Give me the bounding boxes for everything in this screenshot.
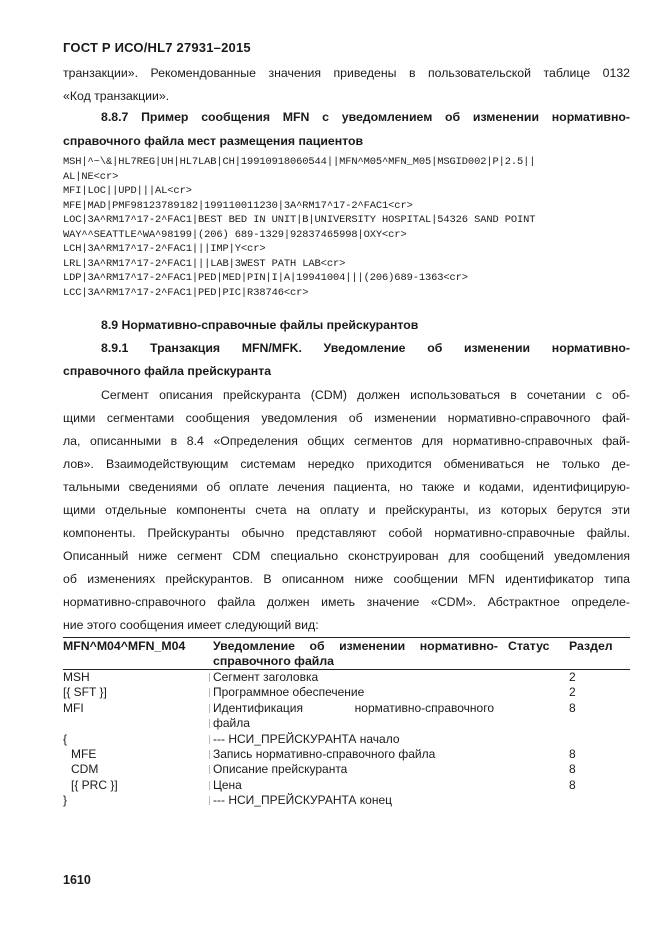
body-line: тальными сведениями об оплате лечения пациента, но также и кодами, идентифицирую- [63, 480, 630, 494]
table-top-rule [63, 637, 630, 638]
code-line: MFE|MAD|PMF98123789182|199110011230|3A^RM17^17-2^FAC1<cr> [63, 199, 413, 212]
description-cell: Запись нормативно-справочного файла [213, 747, 436, 761]
column-tick [209, 765, 210, 774]
description-cell: Сегмент заголовка [213, 670, 319, 684]
segment-cell: [{ PRC }] [71, 777, 118, 792]
code-line: LDP|3A^RM17^17-2^FAC1|PED|MED|PIN|I|A|19941004|||(206)689-1363<cr> [63, 272, 468, 284]
table-header-status: Статус [508, 639, 550, 653]
column-tick [209, 719, 210, 728]
table-row [63, 701, 630, 716]
section-887-heading-line-2: справочного файла мест размещения пациентов [63, 134, 364, 148]
segment-cell: { [63, 731, 68, 746]
description-cell: Программное обеспечение [213, 685, 365, 700]
body-line: щими сегментами сообщения уведомления об изменении нормативно-справочного фай- [63, 411, 630, 425]
table-header-description-line-2: справочного файла [213, 654, 334, 668]
table-row [63, 762, 630, 777]
code-line: LCH|3A^RM17^17-2^FAC1|||IMP|Y<cr> [63, 243, 266, 255]
segment-cell: MFI [63, 700, 84, 715]
segment-cell: CDM [71, 762, 99, 777]
code-line: MSH|^~\&|HL7REG|UH|HL7LAB|CH|19910918060544||MFN^M05^MFN_M05|MSGID002|P|2.5|| [63, 156, 536, 168]
body-line: ние этого сообщения имеет следующий вид: [63, 618, 319, 632]
page-number: 1610 [63, 873, 91, 887]
table-row [63, 747, 630, 762]
description-cell: --- НСИ_ПРЕЙСКУРАНТА начало [213, 731, 400, 746]
body-line: нормативно-справочного файла должен иметь значение «CDM». Абстрактное определе- [63, 595, 630, 609]
column-tick [209, 688, 210, 697]
code-line: AL|NE<cr> [63, 170, 119, 183]
intro-line-2: «Код транзакции». [63, 89, 170, 103]
segment-cell: MSH [63, 670, 90, 684]
body-line: лов». Взаимодействующим системам нередко приходится обмениваться не только де- [63, 457, 630, 471]
section-cell: 8 [569, 747, 576, 761]
code-line: LOC|3A^RM17^17-2^FAC1|BEST BED IN UNIT|B|UNIVERSITY HOSPITAL|54326 SAND POINT [63, 214, 536, 226]
column-tick [209, 735, 210, 744]
code-line: LCC|3A^RM17^17-2^FAC1|PED|PIC|R38746<cr> [63, 286, 309, 299]
description-cell: Описание прейскуранта [213, 762, 348, 777]
description-cell: файла [213, 716, 250, 731]
table-header-section: Раздел [569, 639, 613, 653]
body-paragraph [63, 384, 630, 637]
table-row [63, 778, 630, 793]
code-line: WAY^^SEATTLE^WA^98199|(206) 689-1329|92837465998|OXY<cr> [63, 228, 407, 241]
section-cell: 2 [569, 670, 576, 684]
segment-cell: } [63, 793, 68, 808]
hl7-code-example [63, 155, 643, 300]
column-tick [209, 781, 210, 790]
column-tick [209, 796, 210, 805]
body-line: об изменениях прейскурантов. В описанном ниже сообщении MFN идентификатор типа [63, 572, 630, 586]
table-header-description-line-1: Уведомление об изменении нормативно- [213, 639, 498, 653]
code-line: LRL|3A^RM17^17-2^FAC1|||LAB|3WEST PATH LAB<cr> [63, 257, 346, 270]
table-row [63, 716, 630, 731]
table-header-message: MFN^M04^MFN_M04 [63, 639, 186, 653]
section-cell: 8 [569, 762, 576, 777]
column-tick [209, 673, 210, 682]
intro-line-1: транзакции». Рекомендованные значения приведены в пользовательской таблице 0132 [63, 66, 630, 80]
table-row [63, 670, 630, 685]
code-line: MFI|LOC||UPD|||AL<cr> [63, 185, 192, 197]
table-row [63, 793, 630, 808]
table-row [63, 685, 630, 700]
column-tick [209, 704, 210, 713]
section-891-heading-line-2: справочного файла прейскуранта [63, 364, 272, 378]
column-tick [209, 750, 210, 759]
description-cell: --- НСИ_ПРЕЙСКУРАНТА конец [213, 793, 392, 808]
document-title: ГОСТ Р ИСО/HL7 27931–2015 [63, 40, 251, 55]
section-887-heading-line-1: 8.8.7 Пример сообщения MFN с уведомлением об изменении нормативно- [101, 110, 630, 124]
body-line: щими отдельные компоненты счета на оплату и прейскуранты, из которых берутся эти [63, 503, 630, 517]
section-cell: 8 [569, 777, 576, 792]
message-structure-table [63, 670, 630, 810]
section-89-heading: 8.9 Нормативно-справочные файлы прейскурантов [101, 318, 419, 332]
section-891-heading-line-1: 8.9.1 Транзакция MFN/MFK. Уведомление об изменении нормативно- [101, 341, 630, 355]
segment-cell: MFE [71, 747, 97, 761]
description-cell: Идентификация нормативно-справочного [213, 700, 494, 715]
body-line: ла, описанными в 8.4 «Определения общих сегментов для нормативно-справочных фай- [63, 434, 630, 448]
body-line: Сегмент описания прейскуранта (CDM) должен использоваться в сочетании с об- [101, 388, 630, 402]
body-line: Описанный ниже сегмент CDM специально сконструирован для сообщений уведомления [63, 549, 630, 563]
description-cell: Цена [213, 777, 242, 792]
table-row [63, 732, 630, 747]
section-cell: 8 [569, 700, 576, 715]
segment-cell: [{ SFT }] [63, 685, 107, 700]
section-cell: 2 [569, 685, 576, 700]
body-line: компоненты. Прейскуранты обычно представляют собой нормативно-справочные файлы. [63, 526, 630, 540]
